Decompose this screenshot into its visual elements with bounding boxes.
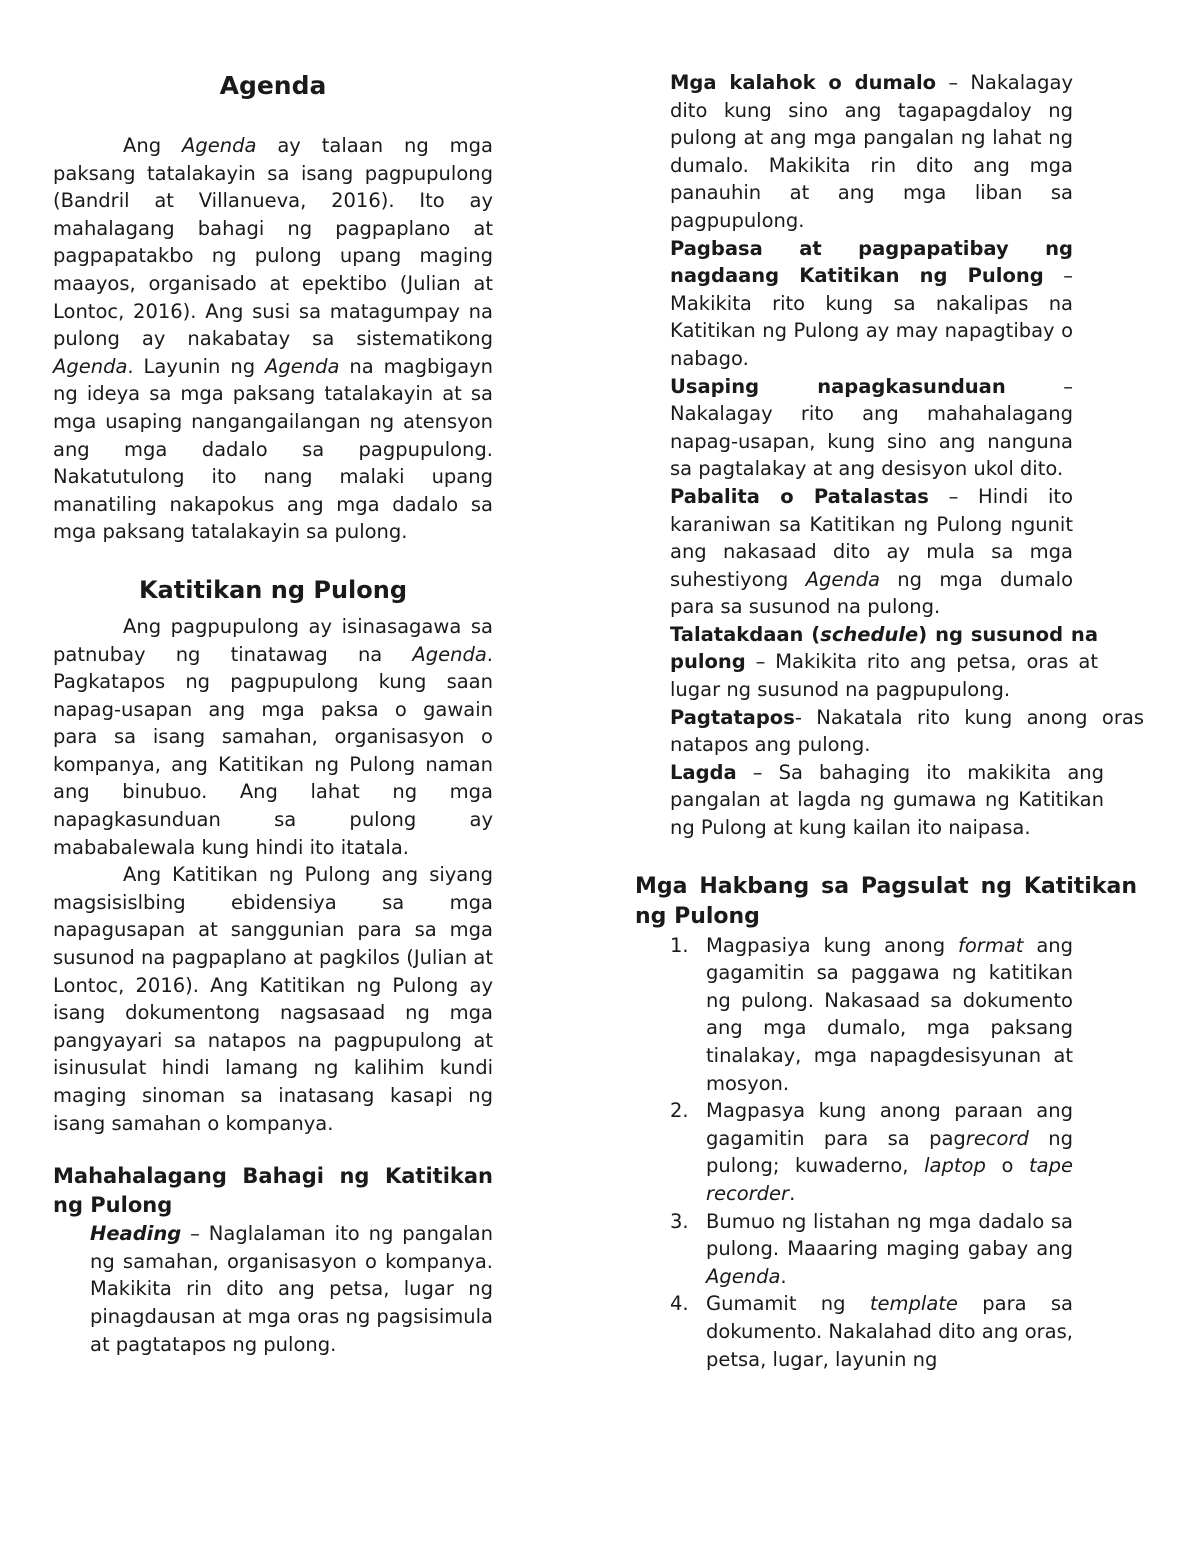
steps-list bbox=[670, 932, 1073, 1374]
part-lagda: Lagda – Sa bahaging ito makikita ang pangalan at lagda ng gumawa ng Katitikan ng Pulong at kung kailan ito naipasa. bbox=[670, 760, 1104, 840]
agenda-title: Agenda bbox=[219, 71, 327, 100]
part-pabalita: Pabalita o Patalastas – Hindi ito karaniwan sa Katitikan ng Pulong ngunit ang nakasaad dito ay mula sa mga suhestiyong Agenda ng mga dumalo para sa susunod na pulong. bbox=[670, 484, 1073, 619]
left-column bbox=[53, 66, 493, 1358]
hakbang-heading: Mga Hakbang sa Pagsulat ng Katitikan ng Pulong bbox=[635, 873, 1137, 929]
parts-list-left bbox=[90, 1220, 493, 1358]
step-item: 3. Bumuo ng listahan ng mga dadalo sa pulong. Maaaring maging gabay ang Agenda. bbox=[670, 1209, 1073, 1288]
part-heading: Heading – Naglalaman ito ng pangalan ng samahan, organisasyon o kompanya. Makikita rin dito ang petsa, lugar ng pinagdausan at mga oras ng pagsisimula at pagtatapos ng pulong. bbox=[90, 1222, 493, 1356]
part-pagtatapos: Pagtatapos- Nakatala rito kung anong oras natapos ang pulong. bbox=[670, 705, 1144, 757]
bahagi-heading: Mahahalagang Bahagi ng Katitikan ng Pulong bbox=[53, 1164, 493, 1218]
part-usaping: Usaping napagkasunduan – Nakalagay rito ang mahahalagang napag-usapan, kung sino ang nanguna sa pagtalakay at ang desisyon ukol dito. bbox=[670, 374, 1074, 481]
step-item: 1. Magpasiya kung anong format ang gagamitin sa paggawa ng katitikan ng pulong. Nakasaad sa dokumento ang mga dumalo, mga paksang tinalakay, mga napagdesisyunan at mosyon. bbox=[670, 933, 1074, 1095]
agenda-paragraph: Ang Agenda ay talaan ng mga paksang tatalakayin sa isang pagpupulong (Bandril at Villanueva, 2016). Ito ay mahalagang bahagi ng pagpaplano at pagpapatakbo ng pulong upang maging maayos, organisado at epektibo (Julian at Lontoc, 2016). Ang susi sa matagumpay na pulong ay nakabatay sa sistematikong Agenda. Layunin ng Agenda na magbigayn ng ideya sa mga paksang tatalakayin at sa mga usaping nangangailangan ng atensyon ang mga dadalo sa pagpupulong. Nakatutulong ito nang malaki upang manatiling nakapokus ang mga dadalo sa mga paksang tatalakayin sa pulong. bbox=[53, 134, 493, 544]
katitikan-title: Katitikan ng Pulong bbox=[138, 575, 408, 604]
part-kalahok: Mga kalahok o dumalo – Nakalagay dito kung sino ang tagapagdaloy ng pulong at ang mga pangalan ng lahat ng dumalo. Makikita rin dito ang mga panauhin at ang mga liban sa pagpupulong. bbox=[670, 71, 1073, 232]
part-pagbasa: Pagbasa at pagpapatibay ng nagdaang Katitikan ng Pulong – Makikita rito kung sa nakalipas na Katitikan ng Pulong ay may napagtibay o nabago. bbox=[670, 236, 1073, 370]
katitikan-paragraph-1: Ang pagpupulong ay isinasagawa sa patnubay ng tinatawag na Agenda. Pagkatapos ng pagpupulong kung saan napag-usapan ang mga paksa o gawain para sa isang samahan, organisasyon o kompanya, ang Katitikan ng Pulong naman ang binubuo. Ang lahat ng mga napagkasunduan sa pulong ay mababalewala kung hindi ito itatala. bbox=[53, 614, 493, 859]
part-talatakdaan: Talatakdaan (schedule) ng susunod na pulong – Makikita rito ang petsa, oras at lugar ng susunod na pagpupulong. bbox=[670, 622, 1098, 702]
step-item: 4. Gumamit ng template para sa dokumento. Nakalahad dito ang oras, petsa, lugar, layunin ng bbox=[670, 1292, 1073, 1371]
step-item: 2. Magpasya kung anong paraan ang gagamitin para sa pagrecord ng pulong; kuwaderno, laptop o tape recorder. bbox=[670, 1099, 1074, 1205]
right-column bbox=[635, 69, 1144, 1373]
katitikan-paragraph-2: Ang Katitikan ng Pulong ang siyang magsisislbing ebidensiya sa mga napagusapan at sanggunian para sa mga susunod na pagpaplano at pagkilos (Julian at Lontoc, 2016). Ang Katitikan ng Pulong ay isang dokumentong nagsasaad ng mga pangyayari sa natapos na pagpupulong at isinusulat hindi lamang ng kalihim kundi maging sinoman sa inatasang kasapi ng isang samahan o kompanya. bbox=[53, 863, 493, 1135]
